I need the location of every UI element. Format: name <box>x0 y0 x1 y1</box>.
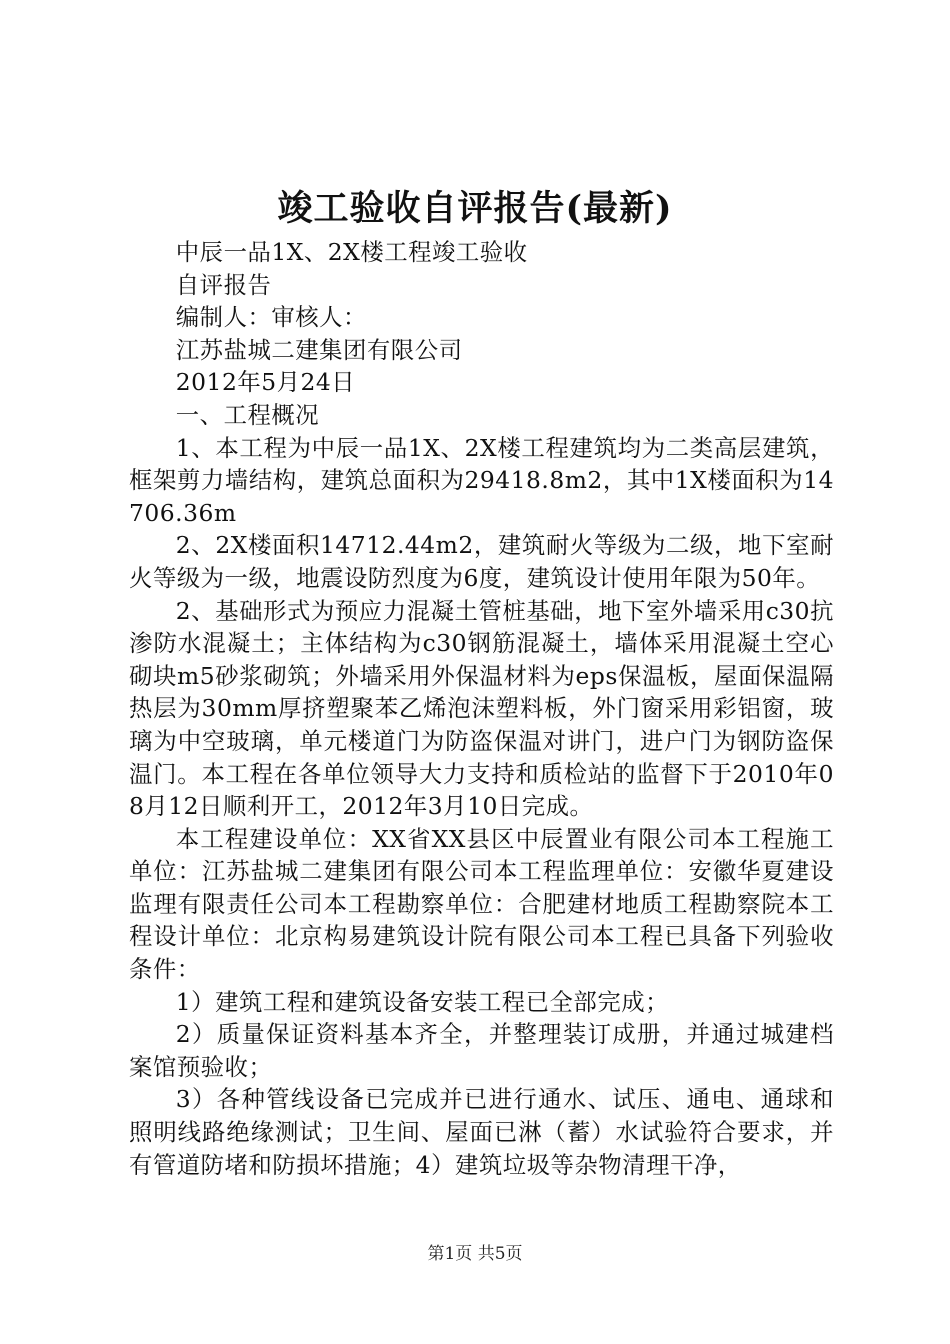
paragraph-condition-1: 1）建筑工程和建筑设备安装工程已全部完成； <box>175 987 669 1016</box>
paragraph-units: 本工程建设单位：XX省XX县区中辰置业有限公司本工程施工单位：江苏盐城二建集团有限公司本工程监理单位：安徽华夏建设监理有限责任公司本工程勘察单位：合肥建材地质工程勘察院本工程设计单位：北京构易建筑设计院有限公司本工程已具备下列验收条件： <box>129 824 834 984</box>
page-footer: 第1页 共5页 <box>427 1244 523 1264</box>
paragraph-company: 江苏盐城二建集团有限公司 <box>175 335 463 364</box>
paragraph-report-type: 自评报告 <box>175 270 272 299</box>
paragraph-overview-1: 1、本工程为中辰一品1X、2X楼工程建筑均为二类高层建筑，框架剪力墙结构，建筑总面积为29418.8m2，其中1X楼面积为14706.36m <box>129 433 834 527</box>
paragraph-project-name: 中辰一品1X、2X楼工程竣工验收 <box>175 238 528 266</box>
document-body <box>129 236 834 1181</box>
paragraph-overview-2: 2、2X楼面积14712.44m2，建筑耐火等级为二级，地下室耐火等级为一级，地震设防烈度为6度，建筑设计使用年限为50年。 <box>129 531 834 592</box>
paragraph-foundation: 2、基础形式为预应力混凝土管桩基础，地下室外墙采用c30抗渗防水混凝土；主体结构为c30钢筋混凝土，墙体采用混凝土空心砌块m5砂浆砌筑；外墙采用外保温材料为eps保温板，屋面保温隔热层为30mm厚挤塑聚苯乙烯泡沫塑料板，外门窗采用彩铝窗，玻璃为中空玻璃，单元楼道门为防盗保温对讲门，进户门为钢防盗保温门。本工程在各单位领导大力支持和质检站的监督下于2010年08月12日顺利开工，2012年3月10日完成。 <box>129 596 834 821</box>
paragraph-condition-2: 2）质量保证资料基本齐全，并整理装订成册，并通过城建档案馆预验收； <box>129 1020 834 1081</box>
paragraph-authors: 编制人：审核人： <box>175 303 367 332</box>
section-heading-overview: 一、工程概况 <box>175 400 320 429</box>
document-title: 竣工验收自评报告(最新) <box>277 188 673 229</box>
paragraph-condition-3: 3）各种管线设备已完成并已进行通水、试压、通电、通球和照明线路绝缘测试；卫生间、屋面已淋（蓄）水试验符合要求，并有管道防堵和防损坏措施；4）建筑垃圾等杂物清理干净， <box>129 1085 834 1179</box>
paragraph-date: 2012年5月24日 <box>175 368 356 397</box>
